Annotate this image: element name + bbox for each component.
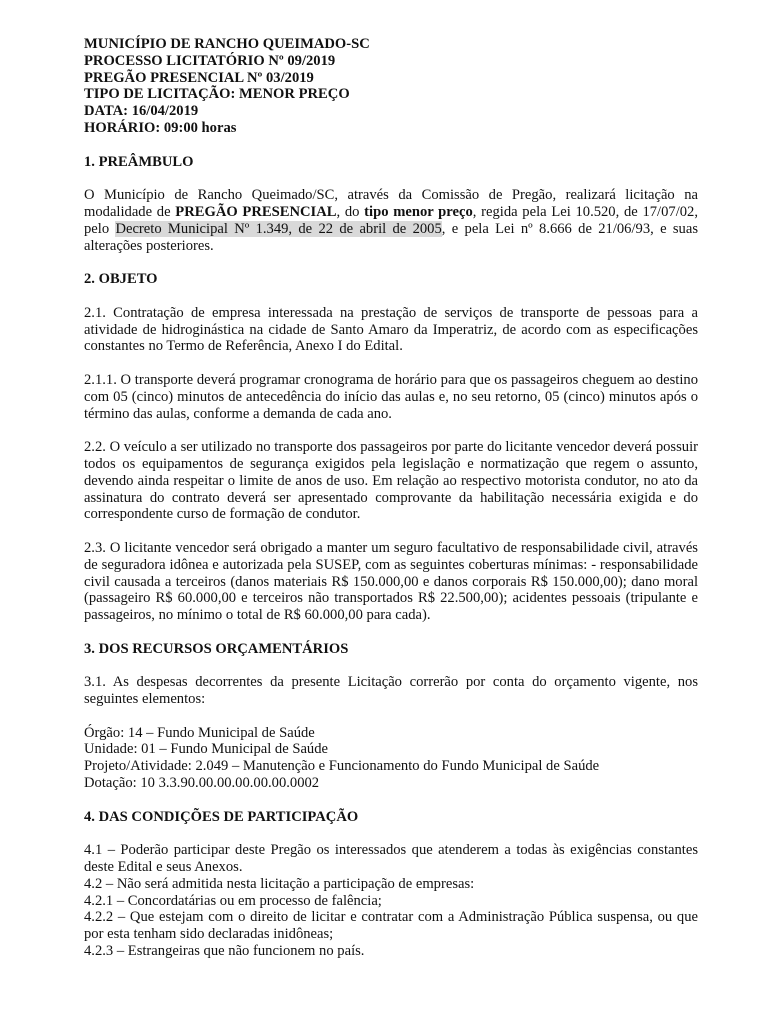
paragraph-2-1-1: 2.1.1. O transporte deverá programar cronograma de horário para que os passageiros cheguem ao destino com 05 (cinco) minutos de antecedência do início das aulas e, no seu retorno, 05 (cinco) minutos após o término das aulas, conforme a demanda de cada ano. bbox=[84, 371, 698, 422]
section-title-object: 2. OBJETO bbox=[84, 271, 158, 288]
highlighted-decree: Decreto Municipal Nº 1.349, de 22 de abril de 2005 bbox=[115, 220, 442, 237]
paragraph-4-1: 4.1 – Poderão participar deste Pregão os interessados que atenderem a todas às exigências constantes deste Edital e seus Anexos. bbox=[84, 842, 698, 876]
section-title-preamble: 1. PREÂMBULO bbox=[84, 153, 194, 170]
paragraph-4-2-2: 4.2.2 – Que estejam com o direito de licitar e contratar com a Administração Pública suspensa, ou que por esta tenham sido declaradas inidôneas; bbox=[84, 909, 698, 943]
paragraph-2-3: 2.3. O licitante vencedor será obrigado a manter um seguro facultativo de responsabilidade civil, através de seguradora idônea e autorizada pela SUSEP, com as seguintes coberturas mínimas: - responsabilidade civil causada a terceiros (danos materiais R$ 150.000,00 e danos corporais R$ 150.000,00); dano moral (passageiro R$ 60.000,00 e terceiros não transportados R$ 22.500,00); acidentes pessoais (tripulante e passageiros, no mínimo o total de R$ 60.000,00 para cada). bbox=[84, 539, 698, 624]
budget-line-project: Projeto/Atividade: 2.049 – Manutenção e Funcionamento do Fundo Municipal de Saúde bbox=[84, 758, 600, 775]
header-process-number: PROCESSO LICITATÓRIO Nº 09/2019 bbox=[84, 52, 336, 69]
document-page bbox=[84, 36, 698, 960]
paragraph-4-2-3: 4.2.3 – Estrangeiras que não funcionem no país. bbox=[84, 943, 365, 960]
paragraph-4-2: 4.2 – Não será admitida nesta licitação a participação de empresas: bbox=[84, 875, 475, 892]
header-municipality: MUNICÍPIO DE RANCHO QUEIMADO-SC bbox=[84, 36, 370, 52]
preamble-paragraph: O Município de Rancho Queimado/SC, através da Comissão de Pregão, realizará licitação na modalidade de PREGÃO PRESENCIAL, do tipo menor preço, regida pela Lei 10.520, de 17/07/02, pelo Decreto Municipal Nº 1.349, de 22 de abril de 2005, e pela Lei nº 8.666 de 21/06/93, e suas alterações posteriores. bbox=[84, 187, 699, 254]
header-auction-number: PREGÃO PRESENCIAL Nº 03/2019 bbox=[84, 69, 314, 86]
section-title-budget: 3. DOS RECURSOS ORÇAMENTÁRIOS bbox=[84, 640, 349, 657]
budget-line-organ: Órgão: 14 – Fundo Municipal de Saúde bbox=[84, 724, 315, 741]
document-header bbox=[84, 36, 698, 137]
paragraph-3-1: 3.1. As despesas decorrentes da presente Licitação correrão por conta do orçamento vigente, nos seguintes elementos: bbox=[84, 674, 698, 708]
paragraph-4-2-1: 4.2.1 – Concordatárias ou em processo de falência; bbox=[84, 892, 382, 909]
paragraph-2-2: 2.2. O veículo a ser utilizado no transporte dos passageiros por parte do licitante vencedor deverá possuir todos os equipamentos de segurança exigidos pela legislação e normatização que regem o assunto, devendo ainda respeitar o limite de anos de uso. Em relação ao respectivo motorista condutor, no ato da assinatura do contrato deverá ser apresentado comprovante da habilitação necessária exigida e do correspondente curso de formação de condutor. bbox=[84, 439, 698, 523]
header-date: DATA: 16/04/2019 bbox=[84, 103, 199, 120]
section-title-participation: 4. DAS CONDIÇÕES DE PARTICIPAÇÃO bbox=[84, 808, 359, 825]
header-time: HORÁRIO: 09:00 horas bbox=[84, 119, 237, 136]
budget-line-unit: Unidade: 01 – Fundo Municipal de Saúde bbox=[84, 741, 329, 758]
paragraph-2-1: 2.1. Contratação de empresa interessada na prestação de serviços de transporte de pessoas para a atividade de hidroginástica na cidade de Santo Amaro da Imperatriz, de acordo com as especificações constantes no Termo de Referência, Anexo I do Edital. bbox=[84, 304, 698, 355]
budget-line-allocation: Dotação: 10 3.3.90.00.00.00.00.00.0002 bbox=[84, 775, 320, 792]
header-bid-type: TIPO DE LICITAÇÃO: MENOR PREÇO bbox=[84, 86, 350, 103]
